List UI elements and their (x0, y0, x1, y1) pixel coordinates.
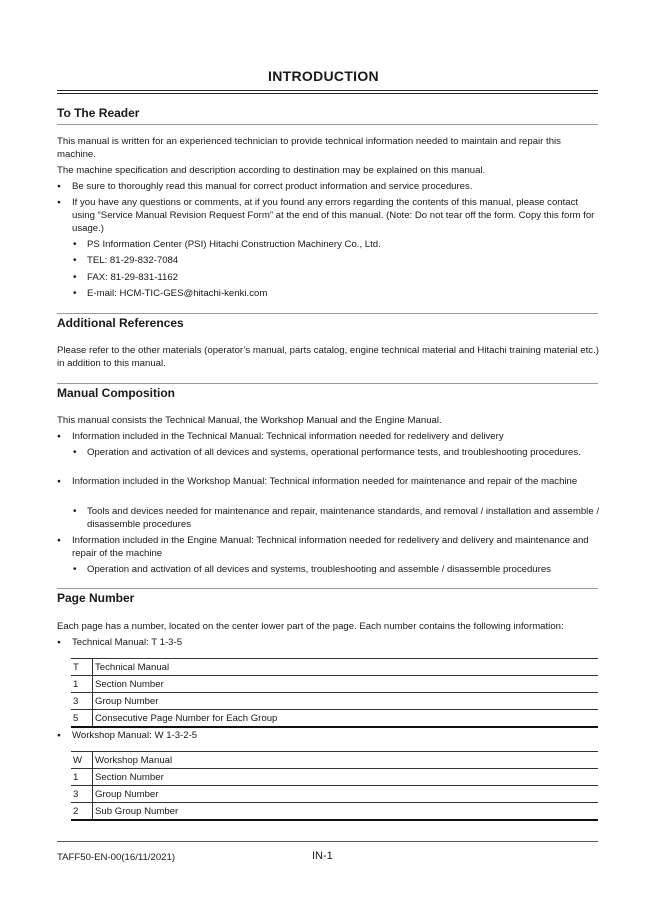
table-row (71, 659, 598, 676)
table-cell-value: Group Number (93, 693, 599, 710)
contact-item-email: • E-mail: HCM-TIC-GES@hitachi-kenki.com (72, 287, 602, 300)
table-row (71, 676, 598, 693)
table-cell-value: Technical Manual (93, 659, 599, 676)
section-divider (57, 313, 598, 314)
section-heading-manual-composition: Manual Composition (57, 386, 175, 400)
workshop-page-number-table (71, 751, 598, 821)
table-row (71, 769, 598, 786)
sub-bullet-item: • Tools and devices needed for maintenance and repair, maintenance standards, and removal / installation and assemble / disassemble procedures (72, 505, 602, 531)
table-row (71, 752, 598, 769)
table-row (71, 803, 598, 821)
bullet-item: ● Information included in the Engine Manual: Technical information needed for redelivery and delivery and maintenance and repair of the machine (57, 534, 602, 560)
paragraph: This manual is written for an experienced technician to provide technical information needed to maintain and repair this machine. (57, 136, 561, 160)
table-row (71, 710, 598, 728)
bullet-item: ● Information included in the Technical Manual: Technical information needed for redelivery and delivery (57, 430, 602, 443)
section-heading-page-number: Page Number (57, 591, 135, 605)
section-heading-to-the-reader: To The Reader (57, 106, 140, 120)
section-heading-additional-references: Additional References (57, 316, 184, 330)
footer-divider (57, 841, 598, 842)
table-cell-key: T (71, 659, 93, 676)
table-cell-value: Sub Group Number (93, 803, 599, 821)
bullet-item: ● If you have any questions or comments, at if you found any errors regarding the contents of this manual, please contact using “Service Manual Revision Request Form” at the end of this manual. (Note: Do not tear off the form. Copy this form for usage.) (57, 196, 602, 235)
section-divider (57, 588, 598, 589)
bullet-item: ● Information included in the Workshop Manual: Technical information needed for maintenance and repair of the machine (57, 475, 602, 488)
paragraph: Each page has a number, located on the center lower part of the page. Each number contains the following information: (57, 621, 564, 632)
bullet-item: ● Technical Manual: T 1-3-5 (57, 636, 602, 649)
table-cell-value: Section Number (93, 769, 599, 786)
paragraph: This manual consists the Technical Manual, the Workshop Manual and the Engine Manual. (57, 415, 442, 426)
table-cell-key: 3 (71, 693, 93, 710)
table-cell-value: Consecutive Page Number for Each Group (93, 710, 599, 728)
table-cell-key: W (71, 752, 93, 769)
bullet-item: ● Workshop Manual: W 1-3-2-5 (57, 729, 602, 742)
table-row (71, 693, 598, 710)
table-cell-value: Section Number (93, 676, 599, 693)
table-cell-key: 1 (71, 676, 93, 693)
page-number: IN-1 (312, 850, 333, 862)
contact-item: • TEL: 81-29-832-7084 (72, 254, 602, 267)
paragraph: The machine specification and description according to destination may be explained on this manual. (57, 165, 486, 176)
table-cell-value: Workshop Manual (93, 752, 599, 769)
document-code: TAFF50-EN-00(16/11/2021) (57, 852, 176, 863)
table-cell-key: 5 (71, 710, 93, 728)
table-cell-key: 3 (71, 786, 93, 803)
contact-item: • PS Information Center (PSI) Hitachi Construction Machinery Co., Ltd. (72, 238, 602, 251)
bullet-item: ● Be sure to thoroughly read this manual for correct product information and service procedures. (57, 180, 602, 193)
table-cell-key: 2 (71, 803, 93, 821)
contact-item: • FAX: 81-29-831-1162 (72, 271, 602, 284)
page-title: INTRODUCTION (268, 68, 379, 84)
section-divider (57, 383, 598, 384)
paragraph: Please refer to the other materials (operator’s manual, parts catalog, engine technical material and Hitachi training material etc.) in addition to this manual. (57, 345, 599, 369)
table-cell-key: 1 (71, 769, 93, 786)
technical-page-number-table (71, 658, 598, 728)
table-cell-value: Group Number (93, 786, 599, 803)
table-row (71, 786, 598, 803)
section-divider (57, 124, 598, 125)
sub-bullet-item: • Operation and activation of all devices and systems, operational performance tests, and troubleshooting procedures. (72, 446, 602, 459)
sub-bullet-item: • Operation and activation of all devices and systems, troubleshooting and assemble / disassemble procedures (72, 563, 602, 576)
title-divider (57, 90, 598, 94)
